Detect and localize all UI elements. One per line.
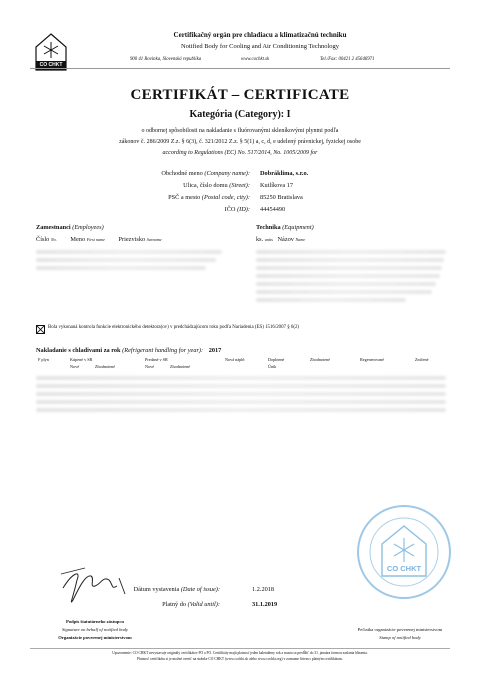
detector-check-text: Bola vykonaná kontrola funkcie elektronického detektora(ov) v predchádzajúcom roku podľa Nariadenia (ES) 1516/2007 § 6(2) <box>48 325 300 330</box>
handling-redacted-3 <box>36 392 446 396</box>
desc-line-1: o odbornej spôsobilosti na nakladanie s fluórovanými skleníkovými plynmi podľa <box>141 128 339 134</box>
issue-date-value: 1.2.2018 <box>252 586 275 593</box>
category-value: I <box>286 109 291 120</box>
sign-left-line-3: Organizácie poverenej ministerstvom <box>58 635 132 640</box>
handling-redacted-1 <box>36 376 446 380</box>
col-predane-zhodnotene: Zhodnotené <box>170 364 191 369</box>
logo-text: CO CHKT <box>39 62 63 68</box>
company-id-value: 44454490 <box>260 206 286 213</box>
handling-table-header <box>0 357 480 371</box>
sign-left-line-1: Podpis štatutárneho zástupcu <box>66 619 124 624</box>
col-unik: Únik <box>268 364 277 369</box>
header-org-sk: Certifikačný orgán pre chladiacu a klimatizačnú techniku <box>173 31 347 39</box>
handling-title: Nakladanie s chladivami za rok (Refrigerant handling for year): 2017 <box>36 347 222 354</box>
equipment-redacted-7 <box>256 298 406 302</box>
header-web: www.cochkt.sk <box>241 57 270 62</box>
desc-line-2: zákonov č. 286/2009 Z.z. § 6(3), č. 321/2012 Z.z. § 5(1) a, c, d, e udelený právnickej, fyzickej osobe <box>119 139 361 145</box>
sign-right-line-1: Pečiatka organizácie poverenej ministerstvom <box>357 627 443 632</box>
equipment-redacted-5 <box>256 282 436 286</box>
equipment-redacted-6 <box>256 290 432 294</box>
company-id-label: IČO (ID): <box>224 206 250 213</box>
category-label: Kategória (Category): <box>189 109 285 120</box>
company-name-label: Obchodné meno (Company name): <box>161 170 250 177</box>
col-znicene: Zničené <box>415 357 429 362</box>
employees-redacted-3 <box>36 266 206 270</box>
col-kupene-zhodnotene: Zhodnotené <box>95 364 116 369</box>
col-kupene-nove: Nové <box>70 364 80 369</box>
footer-line-2: Platnosť certifikátu si je možné overiť na stránke CO CHKT (www.cochkt.sk alebo www.cochkt.org) v zozname firiem s platným certifikátom. <box>137 657 343 661</box>
desc-line-3: according to Regulations (EC) No. 517/2014, No. 1005/2009 for <box>162 150 318 156</box>
col-zhodnotene: Zhodnotené <box>310 357 331 362</box>
col-predane-nove: Nové <box>145 364 155 369</box>
handling-redacted-5 <box>36 408 446 412</box>
equipment-redacted-3 <box>256 266 442 270</box>
equipment-redacted-4 <box>256 274 440 278</box>
valid-until-label: Platný do (Valid until): <box>162 601 220 608</box>
header-address: 900 41 Rovinka, Slovenská republika <box>130 57 202 62</box>
handling-redacted-4 <box>36 400 446 404</box>
handling-redacted-2 <box>36 384 446 388</box>
equipment-title: Technika (Equipment) <box>256 224 314 231</box>
checkbox-cross-icon <box>37 326 44 333</box>
issue-date-label: Dátum vystavenia (Date of issue): <box>133 586 220 593</box>
header-phone: Tel./Fax: 00421 2 45646971 <box>320 57 375 62</box>
company-city-label: PSČ a mesto (Postal code, city): <box>168 194 250 201</box>
stamp-center-text: CO CHKT <box>386 564 422 573</box>
company-street-value: Kutlíkova 17 <box>260 182 294 189</box>
footer-line-1: Upozornenie: CO CHKT nevystavuje originály certifikátov PO a FO. Certifikáty majú platnosť jeden kalendárny rok a musia sa predĺžiť do 31. januára formou zaslania hlásenia. <box>112 651 368 655</box>
employees-title: Zamestnanci (Employees) <box>36 224 104 231</box>
col-nova-napln: Nová náplň <box>225 357 245 362</box>
company-street-label: Ulica, číslo domu (Street): <box>183 182 250 189</box>
category-line <box>40 109 440 120</box>
equipment-header: ks. units Názov Name <box>256 236 306 243</box>
employees-redacted-1 <box>36 250 222 254</box>
col-regenerovane: Regenerované <box>360 357 384 362</box>
footer-divider <box>30 648 450 649</box>
col-kupene: Kúpené v SR <box>70 357 93 362</box>
employees-header: Číslo No. Meno First name Priezvisko Surname <box>36 236 162 243</box>
certificate-title: CERTIFIKÁT – CERTIFICATE <box>130 87 350 103</box>
header-logo <box>34 32 68 72</box>
detector-check-checkbox[interactable] <box>36 325 45 334</box>
equipment-redacted-2 <box>256 258 444 262</box>
valid-until-value: 31.1.2019 <box>252 601 278 608</box>
sign-left-line-2: Signature on behalf of notified body <box>61 627 129 632</box>
equipment-redacted-1 <box>256 250 446 254</box>
col-doplnene: Doplnené <box>268 357 285 362</box>
col-f-plyn: F plyn <box>38 357 49 362</box>
header-org-en: Notified Body for Cooling and Air Conditioning Technology <box>180 43 340 50</box>
col-predane: Predané v SR <box>145 357 168 362</box>
stamp-seal <box>356 504 452 600</box>
header-divider <box>30 68 450 69</box>
company-city-value: 85250 Bratislava <box>260 194 303 201</box>
employees-redacted-2 <box>36 258 216 262</box>
company-name-value: Dobráklima, s.r.o. <box>260 170 309 177</box>
sign-right-line-2: Stamp of notified body <box>379 635 421 640</box>
